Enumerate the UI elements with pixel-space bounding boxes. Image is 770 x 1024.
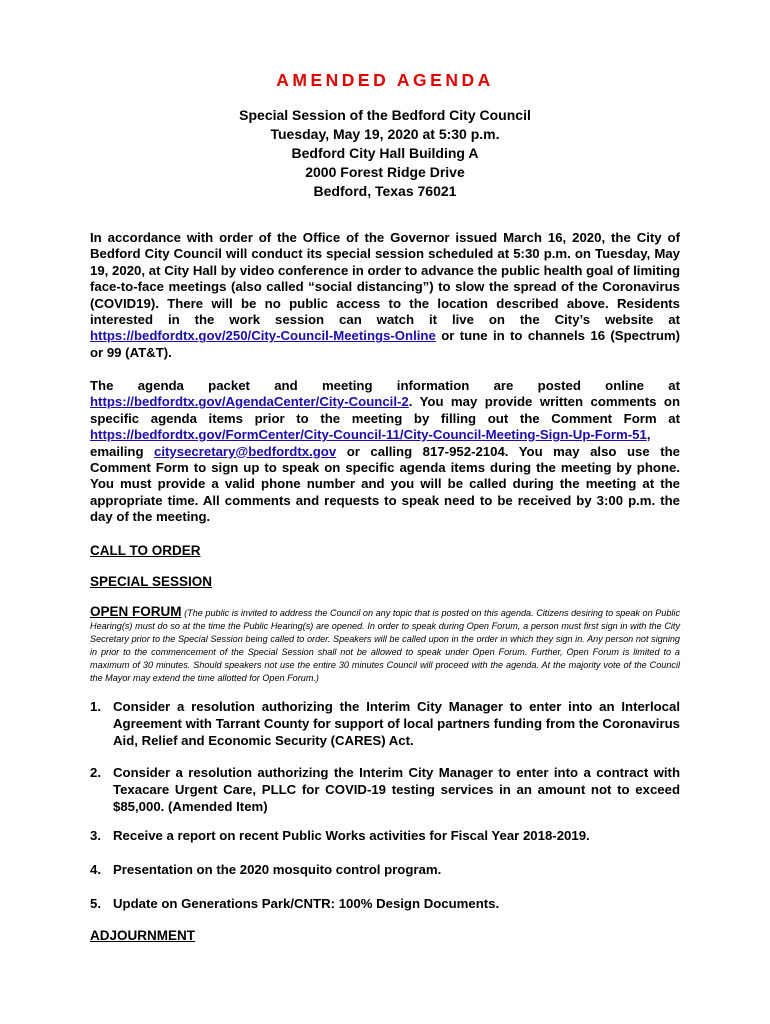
email-link[interactable]: citysecretary@bedfordtx.gov <box>154 443 337 459</box>
packet-text-3: , emailing <box>90 427 651 459</box>
packet-text: The agenda packet and meeting information are posted online at <box>90 378 680 393</box>
council-meetings-link[interactable]: https://bedfordtx.gov/250/City-Council-Meetings-Online <box>90 328 436 344</box>
agenda-item-text: Update on Generations Park/CNTR: 100% Design Documents. <box>113 896 500 911</box>
agenda-item <box>90 862 680 879</box>
agenda-center-link[interactable]: https://bedfordtx.gov/AgendaCenter/City-Council-2 <box>90 394 409 410</box>
special-session-heading: SPECIAL SESSION <box>90 574 213 589</box>
meeting-header <box>0 106 770 201</box>
meeting-street: 2000 Forest Ridge Drive <box>305 164 465 180</box>
agenda-item-text: Presentation on the 2020 mosquito control program. <box>113 862 442 877</box>
agenda-item <box>90 765 680 815</box>
open-forum-text: (The public is invited to address the Council on any topic that is posted on this agenda. Citizens desiring to speak on Public Hearing(s) must do so at the time the Public Hearing(s) are opened. In order to speak during Open Forum, a person must first sign in with the City Secretary prior to the Special Session being called to order. Speakers will be called upon in the order in which they sign in. Any person not signing in prior to the commencement of the Special Session shall not be allowed to speak under Open Forum. Further, Open Forum is limited to a maximum of 30 minutes. Should speakers not use the entire 30 minutes Council will proceed with the agenda. At the majority vote of the Council the Mayor may extend the time allotted for Open Forum.) <box>90 608 680 683</box>
agenda-item-number: 3. <box>90 828 101 843</box>
intro-text-end: or tune in to channels 16 (Spectrum) or 99 (AT&T). <box>90 328 680 360</box>
call-to-order-heading: CALL TO ORDER <box>90 543 201 558</box>
meeting-building: Bedford City Hall Building A <box>291 145 479 161</box>
adjournment-heading: ADJOURNMENT <box>90 928 196 943</box>
agenda-item-text: Receive a report on recent Public Works activities for Fiscal Year 2018-2019. <box>113 828 590 843</box>
agenda-item-text: Consider a resolution authorizing the Interim City Manager to enter into a contract with Texacare Urgent Care, PLLC for COVID-19 testing services in an amount not to exceed $85,000. (Amended Item) <box>113 765 680 814</box>
agenda-item-number: 5. <box>90 896 101 911</box>
agenda-item <box>90 828 680 845</box>
agenda-item <box>90 896 680 913</box>
agenda-item-number: 4. <box>90 862 101 877</box>
comment-form-link[interactable]: https://bedfordtx.gov/FormCenter/City-Council-11/City-Council-Meeting-Sign-Up-Form-51 <box>90 427 647 443</box>
packet-text-2: . You may provide written comments on specific agenda items prior to the meeting by filling out the Comment Form at <box>90 394 680 426</box>
agenda-item-number: 2. <box>90 765 101 780</box>
page-title: AMENDED AGENDA <box>276 70 494 90</box>
agenda-item-text: Consider a resolution authorizing the Interim City Manager to enter into an Interlocal Agreement with Tarrant County for support of local partners funding from the Coronavirus Aid, Relief and Economic Security (CARES) Act. <box>113 699 680 748</box>
open-forum-heading: OPEN FORUM <box>90 604 182 619</box>
agenda-item <box>90 699 680 749</box>
intro-paragraph <box>90 230 680 361</box>
packet-paragraph <box>90 378 680 526</box>
meeting-name: Special Session of the Bedford City Council <box>239 107 531 123</box>
meeting-city: Bedford, Texas 76021 <box>313 183 457 199</box>
meeting-date-time: Tuesday, May 19, 2020 at 5:30 p.m. <box>270 126 500 142</box>
open-forum-section <box>90 606 680 684</box>
packet-text-4: or calling 817-952-2104. You may also use the Comment Form to sign up to speak on specific agenda items during the meeting by phone. You must provide a valid phone number and you will be called during the meeting at the appropriate time. All comments and requests to speak need to be received by 3:00 p.m. the day of the meeting. <box>90 443 680 525</box>
intro-text: In accordance with order of the Office of the Governor issued March 16, 2020, the City of Bedford City Council will conduct its special session scheduled at 5:30 p.m. on Tuesday, May 19, 2020, at City Hall by video conference in order to advance the public health goal of limiting face-to-face meetings (also called “social distancing”) to slow the spread of the Coronavirus (COVID19). There will be no public access to the location described above. Residents interested in the work session can watch it live on the City’s website at <box>90 230 680 328</box>
agenda-item-number: 1. <box>90 699 101 714</box>
